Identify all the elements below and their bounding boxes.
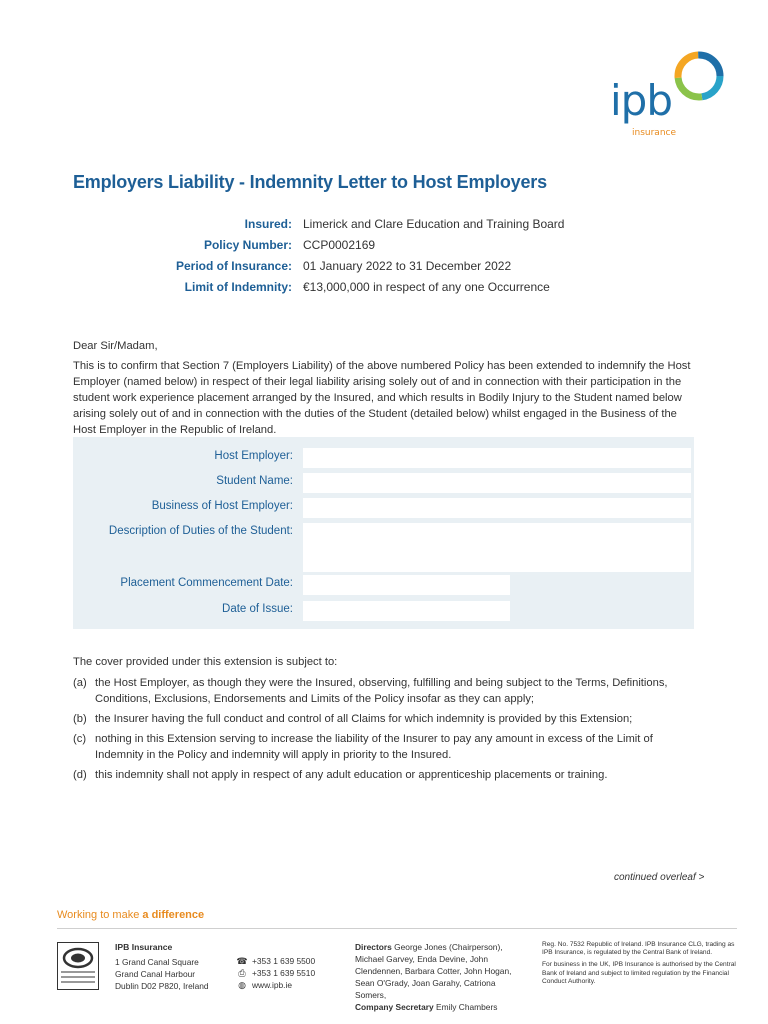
host-employer-label: Host Employer: [214,450,293,462]
list-marker: (c) [73,733,87,745]
list-marker: (d) [73,769,87,781]
address-line: Dublin D02 P820, Ireland [115,981,209,991]
business-label: Business of Host Employer: [151,500,293,512]
intro-paragraph: This is to confirm that Section 7 (Employers Liability) of the above numbered Policy has been extended to indemnify the Host Employer (named below) in respect of their legal liability arising solely out of and in connection with their participation in the student work experience placement arranged by the Insured, and which results in Bodily Injury to the Student named below arising solely out of and in connection with the duties of the Student (detailed below) whilst engaged in the Business of the Host Employer in the Republic of Ireland. [73,360,691,436]
summary-value: CCP0002169 [303,238,376,252]
footer-tagline [57,909,204,921]
policy-summary [73,216,693,300]
address-line: 1 Grand Canal Square [115,957,199,967]
summary-value: Limerick and Clare Education and Training Board [303,217,565,231]
fax-icon: ⎙ [238,968,246,978]
summary-value: 01 January 2022 to 31 December 2022 [303,259,512,273]
footer-divider [57,928,737,929]
footer-company [115,941,209,992]
conditions-intro: The cover provided under this extension is subject to: [73,656,338,668]
duties-label: Description of Duties of the Student: [108,525,293,537]
phone-number: +353 1 639 5500 [252,956,316,966]
summary-row-limit [73,279,693,300]
summary-label: Limit of Indemnity: [184,280,292,294]
page-title: Employers Liability - Indemnity Letter to Host Employers [73,172,547,192]
issue-date-field[interactable] [303,601,510,621]
phone-icon: ☎ [236,956,248,966]
directors-label: Directors [355,942,392,952]
commencement-date-field[interactable] [303,575,510,595]
summary-value: €13,000,000 in respect of any one Occurrence [303,280,550,294]
nsai-certification-badge [57,942,99,990]
fax-row [236,967,315,979]
ipb-insurance-logo [604,40,728,144]
directors-list: George Jones (Chairperson), Michael Garvey, Enda Devine, John Clendennen, Barbara Cotter, John Hogan, Sean O'Grady, Joan Garahy, Catriona Somers, [355,942,512,1000]
continued-overleaf-note: continued overleaf > [614,872,705,883]
tagline-emphasis: a difference [142,909,205,921]
legal-text: Reg. No. 7532 Republic of Ireland. IPB Insurance CLG, trading as IPB Insurance, is regulated by the Central Bank of Ireland. [542,941,735,957]
list-text: nothing in this Extension serving to increase the liability of the Insurer to pay any amount in excess of the Limit of Indemnity in the Policy and indemnity will apply in priority to the Insured. [95,733,653,761]
summary-label: Policy Number: [203,238,292,252]
summary-row-policy-number [73,237,693,258]
list-item [73,711,698,727]
footer-legal [542,941,742,990]
globe-icon: ◍ [238,980,246,990]
salutation: Dear Sir/Madam, [73,340,158,352]
commencement-date-label: Placement Commencement Date: [120,577,293,589]
secretary-label: Company Secretary [355,1002,434,1012]
logo-text: ipb [610,76,672,125]
secretary-name: Emily Chambers [436,1002,498,1012]
certification-seal-icon [57,942,99,990]
host-employer-field[interactable] [303,448,691,468]
website-link[interactable]: www.ipb.ie [252,980,293,990]
conditions-list [73,675,698,787]
list-marker: (a) [73,677,87,689]
footer-contact [236,955,315,991]
list-text: the Insurer having the full conduct and control of all Claims for which indemnity is provided by this Extension; [95,713,633,725]
host-employer-form [73,437,694,629]
logo-subtext: insurance [632,128,677,138]
summary-label: Period of Insurance: [175,259,292,273]
business-field[interactable] [303,498,691,518]
summary-label: Insured: [244,217,292,231]
student-name-label: Student Name: [216,475,293,487]
list-marker: (b) [73,713,87,725]
list-item [73,731,698,763]
list-text: this indemnity shall not apply in respect of any adult education or apprenticeship placements or training. [95,769,608,781]
summary-row-period [73,258,693,279]
summary-row-insured [73,216,693,237]
phone-row [236,955,315,967]
footer-directors [355,941,515,1013]
issue-date-label: Date of Issue: [222,603,293,615]
list-item [73,675,698,707]
student-name-field[interactable] [303,473,691,493]
list-item [73,767,698,783]
duties-field[interactable] [303,523,691,572]
fax-number: +353 1 639 5510 [252,968,316,978]
company-name: IPB Insurance [115,942,173,952]
web-row [236,979,315,991]
address-line: Grand Canal Harbour [115,969,196,979]
tagline-prefix: Working to make [57,909,143,921]
legal-text: For business in the UK, IPB Insurance is authorised by the Central Bank of Ireland and subject to limited regulation by the Financial Conduct Authority. [542,961,736,985]
list-text: the Host Employer, as though they were the Insured, observing, fulfilling and being subject to the Terms, Definitions, Conditions, Exclusions, Endorsements and Limits of the Policy insofar as they can apply; [95,677,668,705]
